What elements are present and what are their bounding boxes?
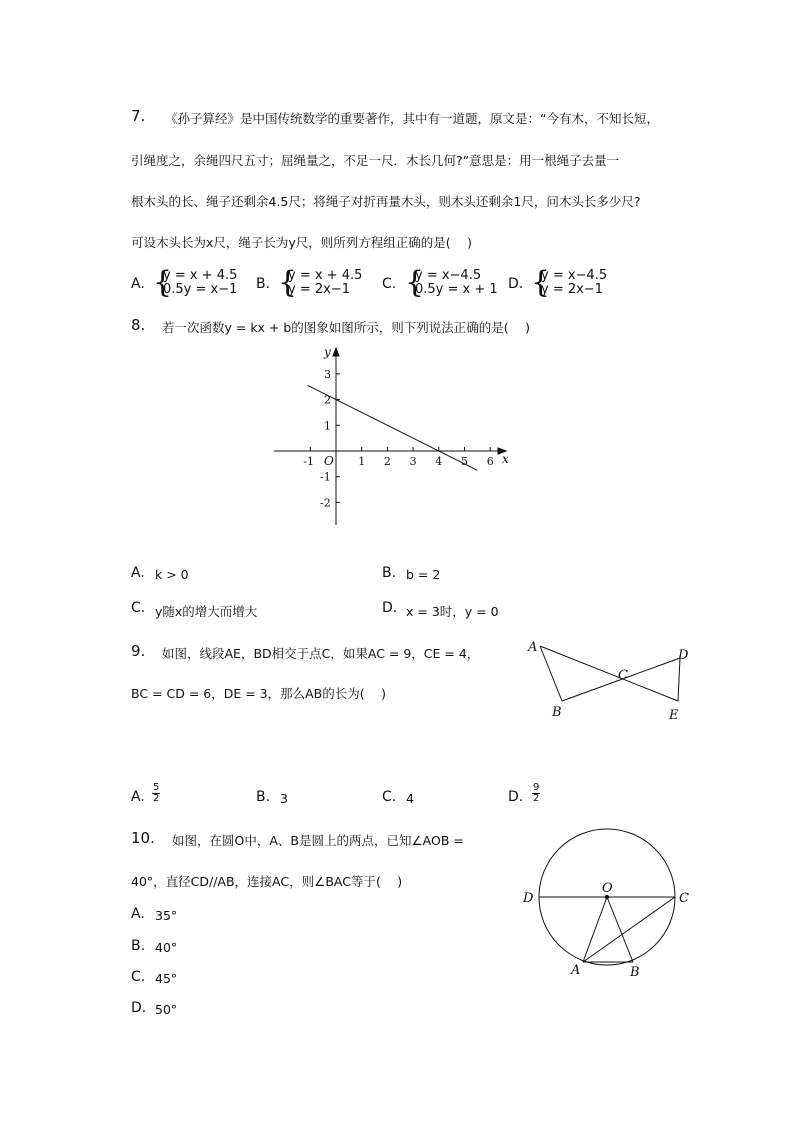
x-tick-label: 2	[383, 455, 391, 468]
q9-option-a-numerator: 5	[153, 782, 160, 793]
q7-option-b-eq2: y = 2x−1	[288, 282, 350, 297]
q8-option-a-label: A.	[131, 565, 145, 581]
q9-option-b-label: B.	[256, 789, 271, 805]
segment-ae	[540, 646, 678, 701]
q7-option-a-label: A.	[131, 276, 145, 292]
brace-icon: {	[153, 265, 173, 300]
q7-option-a-eq1: y = x + 4.5	[163, 268, 238, 283]
q7-line-2: 引绳度之，余绳四尺五寸；屈绳量之，不足一尺．木长几何?”意思是：用一根绳子去量一	[131, 153, 620, 168]
q7-line-4: 可设木头长为x尺，绳子长为y尺，则所列方程组正确的是( )	[131, 235, 473, 250]
point-d-label: D	[523, 891, 534, 906]
q7-option-a-eq2: 0.5y = x−1	[163, 282, 238, 297]
q10-option-c-text: 45°	[155, 971, 178, 986]
x-tick-label: 3	[409, 455, 417, 468]
point-o-label: O	[602, 881, 613, 896]
q9-option-c-text: 4	[406, 791, 414, 806]
q10-option-b-label: B.	[131, 938, 146, 954]
q7-option-d-label: D.	[508, 276, 524, 292]
q10-option-a-text: 35°	[155, 908, 178, 923]
segment-ab	[540, 646, 562, 701]
q7-line-1: 《孙子算经》是中国传统数学的重要著作，其中有一道题，原文是：“今有木，不知长短，	[165, 111, 659, 126]
point-a-label: A	[571, 963, 581, 978]
x-tick-label: 5	[461, 455, 468, 468]
q9-number: 9.	[131, 642, 146, 660]
q9-option-b-text: 3	[280, 791, 288, 806]
q7-number: 7.	[131, 107, 146, 125]
q9-option-a-fraction	[152, 783, 160, 804]
q10-option-a-label: A.	[131, 906, 145, 922]
q9-option-d-denominator: 2	[533, 793, 540, 804]
point-e-label: E	[669, 708, 679, 723]
point-b-label: B	[630, 965, 640, 980]
radius-oa	[583, 897, 607, 962]
q8-option-d-text: x = 3时，y = 0	[406, 604, 499, 619]
brace-icon: {	[278, 265, 298, 300]
point-a-label: A	[528, 640, 538, 655]
q10-option-b-text: 40°	[155, 940, 178, 955]
q9-option-d-fraction	[532, 783, 540, 804]
q7-option-b-label: B.	[256, 276, 271, 292]
q9-option-a-denominator: 2	[153, 793, 160, 804]
q9-line-1: 如图，线段AE，BD相交于点C，如果AC = 9，CE = 4，	[162, 646, 480, 661]
y-tick-label: 2	[324, 393, 331, 407]
q9-line-2: BC = CD = 6，DE = 3，那么AB的长为( )	[131, 686, 386, 701]
q8-stem: 若一次函数y = kx + b的图象如图所示，则下列说法正确的是( )	[162, 320, 531, 335]
point-d-label: D	[678, 648, 689, 663]
point-c-label: C	[679, 891, 689, 906]
q7-option-c-eq2: 0.5y = x + 1	[415, 282, 498, 297]
q9-triangle-figure	[520, 635, 705, 730]
q7-line-3: 根木头的长、绳子还剩余4.5尺；将绳子对折再量木头，则木头还剩余1尺，问木头长多少尺?	[131, 194, 641, 209]
brace-icon: {	[405, 265, 425, 300]
q10-circle-figure	[515, 825, 700, 985]
x-tick-label: -1	[303, 455, 315, 468]
q9-option-c-label: C.	[382, 789, 397, 805]
q7-option-d-eq2: y = 2x−1	[541, 282, 603, 297]
q8-option-c-label: C.	[131, 600, 146, 616]
q9-option-a-label: A.	[131, 789, 145, 805]
y-axis-label: y	[324, 345, 331, 359]
q10-option-d-text: 50°	[155, 1002, 178, 1017]
y-tick-label: 1	[324, 419, 331, 433]
q7-option-d-eq1: y = x−4.5	[541, 268, 608, 283]
q10-option-d-label: D.	[131, 1000, 147, 1016]
q10-option-c-label: C.	[131, 969, 146, 985]
y-axis-arrow-icon	[333, 348, 339, 356]
q9-option-d-numerator: 9	[533, 782, 540, 793]
q10-line-2: 40°，直径CD//AB，连接AC，则∠BAC等于( )	[131, 874, 403, 889]
q9-option-d-label: D.	[508, 789, 524, 805]
q7-option-c-label: C.	[382, 276, 397, 292]
x-tick-label: 1	[358, 455, 366, 468]
segment-de	[678, 658, 680, 701]
x-axis-label: x	[502, 452, 509, 466]
q7-option-c-eq1: y = x−4.5	[415, 268, 482, 283]
q7-option-b-eq1: y = x + 4.5	[288, 268, 363, 283]
q8-option-d-label: D.	[382, 600, 398, 616]
q8-number: 8.	[131, 316, 146, 334]
q10-number: 10.	[131, 829, 155, 847]
q8-option-a-text: k > 0	[155, 567, 189, 582]
x-tick-label: 6	[486, 455, 494, 468]
point-b-label: B	[552, 705, 562, 720]
y-tick-label: -1	[320, 470, 331, 484]
q10-line-1: 如图，在圆O中，A、B是圆上的两点，已知∠AOB =	[172, 833, 464, 848]
q8-option-b-text: b = 2	[406, 567, 441, 582]
x-tick-label: 4	[435, 455, 443, 468]
y-tick-label: -2	[320, 496, 331, 510]
y-tick-label: 3	[324, 367, 331, 381]
origin-label: O	[324, 454, 334, 468]
point-c-label: C	[618, 668, 628, 683]
brace-icon: {	[531, 265, 551, 300]
q8-option-c-text: y随x的增大而增大	[155, 604, 258, 619]
q8-option-b-label: B.	[382, 565, 397, 581]
q8-function-graph	[268, 342, 518, 532]
